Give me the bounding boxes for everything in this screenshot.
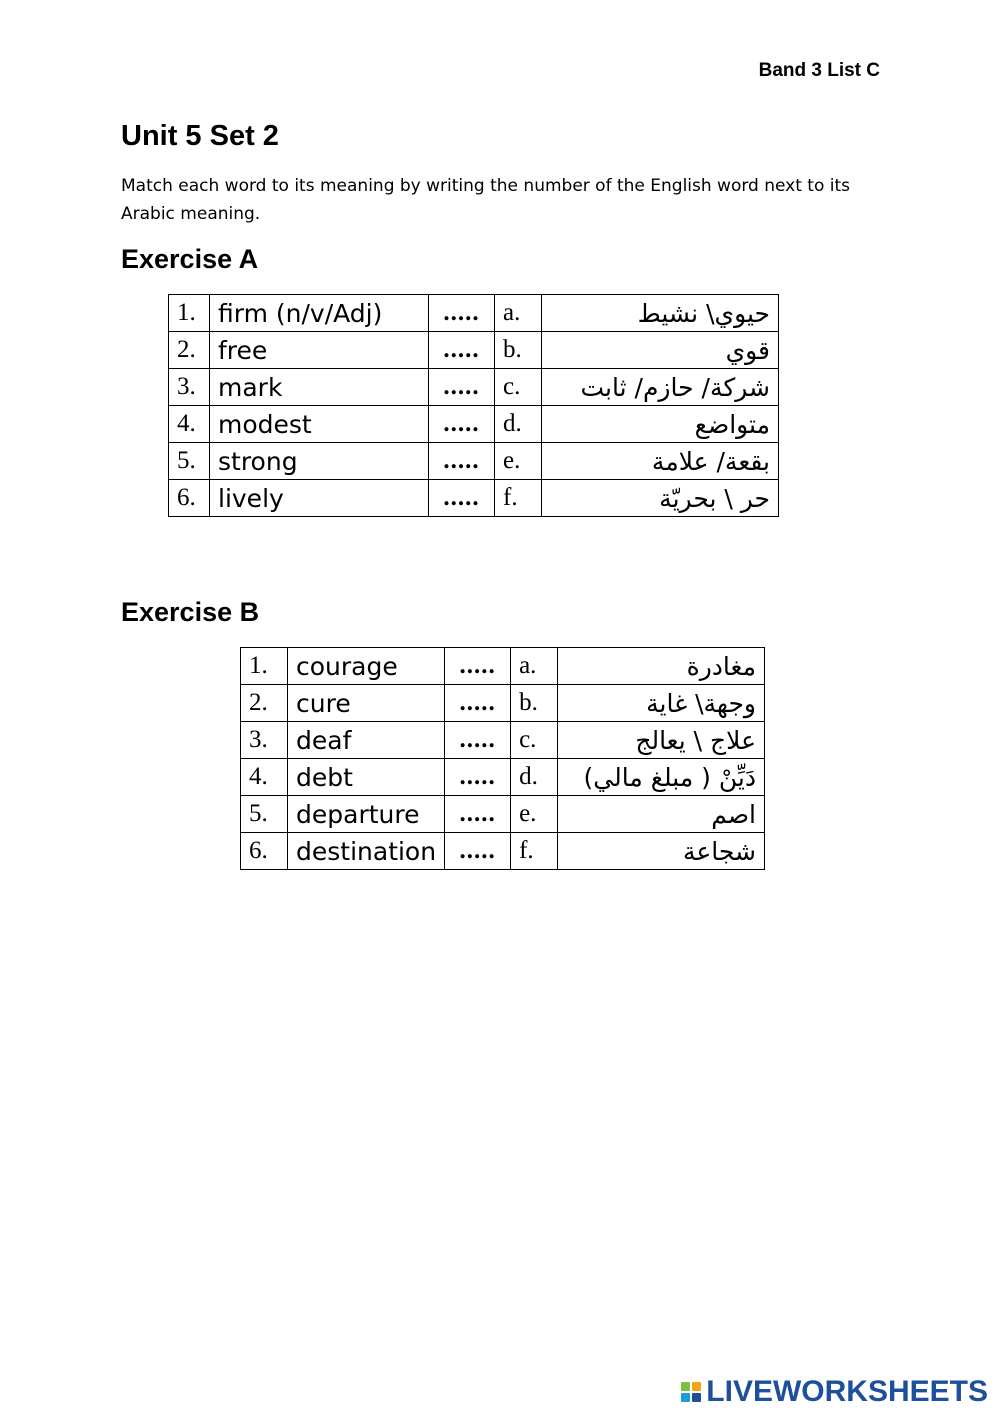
answer-blank[interactable]: ..... bbox=[429, 295, 495, 332]
row-number: 3. bbox=[241, 722, 288, 759]
logo-text: LIVEWORKSHEETS bbox=[706, 1375, 988, 1408]
answer-blank[interactable]: ..... bbox=[445, 833, 511, 870]
row-number: 6. bbox=[169, 480, 210, 517]
meaning-letter: c. bbox=[511, 722, 558, 759]
table-row bbox=[241, 796, 765, 833]
answer-blank[interactable]: ..... bbox=[429, 332, 495, 369]
row-number: 4. bbox=[241, 759, 288, 796]
table-row bbox=[241, 648, 765, 685]
row-number: 4. bbox=[169, 406, 210, 443]
english-word: lively bbox=[210, 480, 429, 517]
band-label: Band 3 List C bbox=[758, 60, 880, 81]
row-number: 1. bbox=[241, 648, 288, 685]
arabic-meaning: شركة/ حازم/ ثابت bbox=[542, 369, 779, 406]
meaning-letter: d. bbox=[511, 759, 558, 796]
english-word: courage bbox=[288, 648, 445, 685]
arabic-meaning: مغادرة bbox=[558, 648, 765, 685]
answer-blank[interactable]: ..... bbox=[445, 648, 511, 685]
table-row bbox=[241, 722, 765, 759]
instructions: Match each word to its meaning by writing the number of the English word next to its Arabic meaning. bbox=[121, 176, 851, 224]
logo-square-cyan bbox=[681, 1393, 690, 1402]
meaning-letter: b. bbox=[495, 332, 542, 369]
arabic-meaning: حيوي\ نشيط bbox=[542, 295, 779, 332]
arabic-meaning: اصم bbox=[558, 796, 765, 833]
meaning-letter: b. bbox=[511, 685, 558, 722]
meaning-letter: f. bbox=[495, 480, 542, 517]
row-number: 1. bbox=[169, 295, 210, 332]
answer-blank[interactable]: ..... bbox=[429, 443, 495, 480]
exercise-b-heading: Exercise B bbox=[121, 597, 260, 627]
row-number: 2. bbox=[241, 685, 288, 722]
table-row bbox=[169, 443, 779, 480]
meaning-letter: c. bbox=[495, 369, 542, 406]
answer-blank[interactable]: ..... bbox=[429, 406, 495, 443]
arabic-meaning: علاج \ يعالج bbox=[558, 722, 765, 759]
liveworksheets-logo bbox=[681, 1375, 988, 1409]
table-row bbox=[169, 332, 779, 369]
answer-blank[interactable]: ..... bbox=[445, 796, 511, 833]
exercise-a-table bbox=[168, 294, 779, 517]
arabic-meaning: قوي bbox=[542, 332, 779, 369]
page-title: Unit 5 Set 2 bbox=[121, 120, 279, 152]
arabic-meaning: وجهة\ غاية bbox=[558, 685, 765, 722]
table-row bbox=[169, 480, 779, 517]
exercise-b-table bbox=[240, 647, 765, 870]
meaning-letter: e. bbox=[511, 796, 558, 833]
answer-blank[interactable]: ..... bbox=[445, 759, 511, 796]
logo-square-blue bbox=[692, 1393, 701, 1402]
logo-square-green bbox=[681, 1382, 690, 1391]
row-number: 5. bbox=[169, 443, 210, 480]
meaning-letter: e. bbox=[495, 443, 542, 480]
english-word: strong bbox=[210, 443, 429, 480]
table-row bbox=[241, 833, 765, 870]
answer-blank[interactable]: ..... bbox=[429, 480, 495, 517]
answer-blank[interactable]: ..... bbox=[445, 685, 511, 722]
arabic-meaning: دَيِّنْ ( مبلغ مالي) bbox=[558, 759, 765, 796]
meaning-letter: d. bbox=[495, 406, 542, 443]
english-word: deaf bbox=[288, 722, 445, 759]
meaning-letter: a. bbox=[495, 295, 542, 332]
table-row bbox=[241, 685, 765, 722]
english-word: modest bbox=[210, 406, 429, 443]
row-number: 5. bbox=[241, 796, 288, 833]
arabic-meaning: شجاعة bbox=[558, 833, 765, 870]
arabic-meaning: حر \ بحريّة bbox=[542, 480, 779, 517]
meaning-letter: a. bbox=[511, 648, 558, 685]
liveworksheets-logo-icon bbox=[681, 1382, 701, 1402]
meaning-letter: f. bbox=[511, 833, 558, 870]
arabic-meaning: متواضع bbox=[542, 406, 779, 443]
english-word: departure bbox=[288, 796, 445, 833]
english-word: firm (n/v/Adj) bbox=[210, 295, 429, 332]
answer-blank[interactable]: ..... bbox=[429, 369, 495, 406]
arabic-meaning: بقعة/ علامة bbox=[542, 443, 779, 480]
table-row bbox=[241, 759, 765, 796]
logo-square-orange bbox=[692, 1382, 701, 1391]
table-row bbox=[169, 406, 779, 443]
row-number: 2. bbox=[169, 332, 210, 369]
english-word: destination bbox=[288, 833, 445, 870]
row-number: 6. bbox=[241, 833, 288, 870]
exercise-a-heading: Exercise A bbox=[121, 244, 259, 274]
english-word: cure bbox=[288, 685, 445, 722]
table-row bbox=[169, 369, 779, 406]
answer-blank[interactable]: ..... bbox=[445, 722, 511, 759]
row-number: 3. bbox=[169, 369, 210, 406]
english-word: mark bbox=[210, 369, 429, 406]
english-word: debt bbox=[288, 759, 445, 796]
table-row bbox=[169, 295, 779, 332]
english-word: free bbox=[210, 332, 429, 369]
